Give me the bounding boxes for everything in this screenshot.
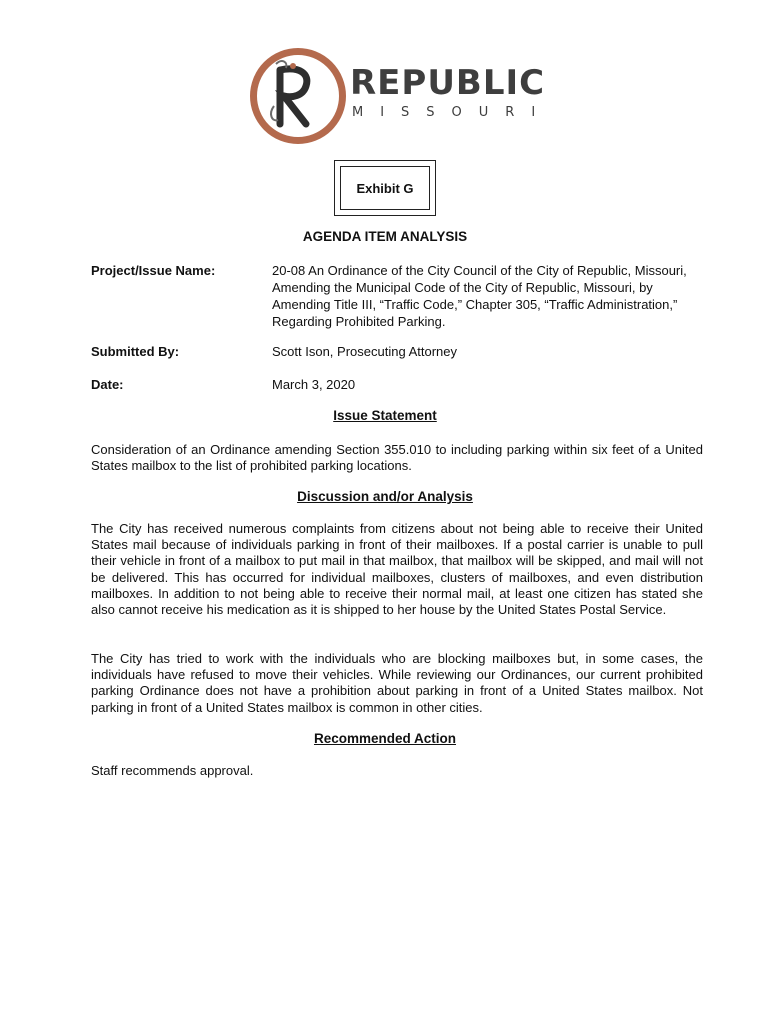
project-label: Project/Issue Name: — [91, 263, 216, 278]
issue-heading: Issue Statement — [333, 408, 437, 423]
date-value: March 3, 2020 — [272, 377, 356, 392]
logo-name: REPUBLIC — [350, 63, 546, 103]
exhibit-label: Exhibit G — [340, 166, 430, 210]
exhibit-box — [334, 160, 436, 216]
logo-state: MISSOURI — [352, 105, 553, 120]
issue-text: Consideration of an Ordinance amending Section 355.010 to including parking within six feet of a United States mailbox to the list of prohibited parking locations. — [91, 442, 703, 474]
recommended-heading: Recommended Action — [313, 731, 457, 746]
discussion-paragraph-2: The City has tried to work with the individuals who are blocking mailboxes but, in some cases, the individuals have refused to move their vehicles. While reviewing our Ordinances, our current prohibited parking Ordinance does not have a prohibition about parking in front of a United States mailbox. Not parking in front of a United States mailbox is common in other cities. — [91, 651, 703, 715]
city-logo — [246, 44, 553, 144]
date-label: Date: — [91, 377, 124, 392]
logo-r-emblem-icon — [266, 56, 326, 132]
project-value: 20-08 An Ordinance of the City Council of the City of Republic, Missouri, Amending the Municipal Code of the City of Republic, Missouri, by Amending Title III, “Traffic Code,” Chapter 305, “Traffic Administration,” Regarding Prohibited Parking. — [272, 263, 687, 329]
submitted-label: Submitted By: — [91, 344, 180, 359]
page-title: AGENDA ITEM ANALYSIS — [302, 229, 468, 244]
submitted-value: Scott Ison, Prosecuting Attorney — [272, 344, 457, 359]
discussion-paragraph-1: The City has received numerous complaints from citizens about not being able to receive their United States mail because of individuals parking in front of their mailboxes. If a postal carrier is unable to pull their vehicle in front of a mailbox to put mail in that mailbox, that mailbox will be skipped, and mail will not be delivered. This has occurred for individual mailboxes, clusters of mailboxes, and even distribution mailboxes. In addition to not being able to receive their normal mail, at least one citizen has stated she also cannot receive his medication as it is shipped to her house by the United States Postal Service. — [91, 521, 703, 618]
recommended-text: Staff recommends approval. — [91, 763, 254, 778]
discussion-heading: Discussion and/or Analysis — [297, 489, 473, 504]
